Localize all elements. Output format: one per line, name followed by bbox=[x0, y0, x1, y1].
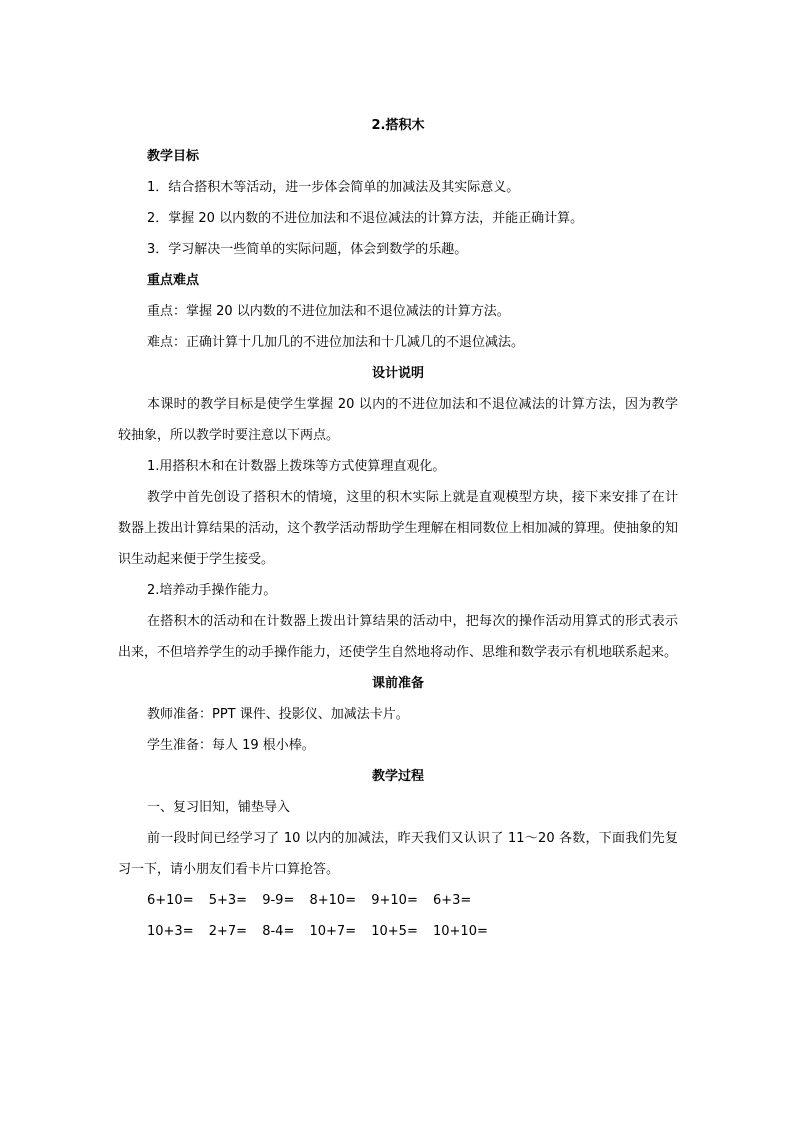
card: 6+3= bbox=[433, 893, 472, 908]
prep-heading: 课前准备 bbox=[371, 676, 424, 691]
card: 10+7= bbox=[309, 924, 357, 939]
card: 8+10= bbox=[309, 893, 357, 908]
design-point1-title: 1.用搭积木和在计数器上拨珠等方式使算理直观化。 bbox=[147, 459, 446, 474]
process-step1-body: 前一段时间已经学习了 10 以内的加减法，昨天我们又认识了 11～20 各数，下面我们先复习一下，请小朋友们看卡片口算抢答。 bbox=[118, 831, 678, 877]
design-point2-title: 2.培养动手操作能力。 bbox=[147, 583, 277, 598]
keypoints-heading: 重点难点 bbox=[147, 273, 200, 288]
process-step1: 一、复习旧知，铺垫导入 bbox=[147, 800, 291, 815]
process-heading: 教学过程 bbox=[371, 769, 424, 784]
prep-student: 学生准备：每人 19 根小棒。 bbox=[147, 738, 315, 753]
keypoint-item-2: 难点：正确计算十几加几的不进位加法和十几减几的不退位减法。 bbox=[147, 335, 525, 350]
objectives-heading: 教学目标 bbox=[147, 149, 200, 164]
design-heading: 设计说明 bbox=[371, 366, 424, 381]
keypoint-item-1: 重点：掌握 20 以内数的不进位加法和不退位减法的计算方法。 bbox=[147, 304, 510, 319]
card: 10+10= bbox=[433, 924, 488, 939]
design-intro: 本课时的教学目标是使学生掌握 20 以内的不进位加法和不退位减法的计算方法，因为教学较抽象，所以教学时要注意以下两点。 bbox=[118, 397, 678, 443]
card: 10+5= bbox=[371, 924, 418, 939]
card: 8-4= bbox=[262, 924, 295, 939]
card: 9+10= bbox=[371, 893, 418, 908]
design-point1-body: 教学中首先创设了搭积木的情境，这里的积木实际上就是直观模型方块，接下来安排了在计数器上拨出计算结果的活动，这个教学活动帮助学生理解在相同数位上相加减的算理。使抽象的知识生动起来便于学生接受。 bbox=[118, 490, 678, 567]
card: 10+3= bbox=[147, 924, 194, 939]
card-row-1 bbox=[118, 885, 678, 916]
card: 5+3= bbox=[208, 893, 248, 908]
design-point2-body: 在搭积木的活动和在计数器上拨出计算结果的活动中，把每次的操作活动用算式的形式表示出来，不但培养学生的动手操作能力，还使学生自然地将动作、思维和数学表示有机地联系起来。 bbox=[118, 614, 678, 660]
card: 9-9= bbox=[262, 893, 295, 908]
objective-item-1: 1．结合搭积木等活动，进一步体会简单的加减法及其实际意义。 bbox=[147, 180, 520, 195]
objective-item-2: 2．掌握 20 以内数的不进位加法和不退位减法的计算方法，并能正确计算。 bbox=[147, 211, 584, 226]
card-row-2 bbox=[118, 916, 678, 947]
lesson-title: 2.搭积木 bbox=[371, 118, 425, 133]
card: 6+10= bbox=[147, 893, 194, 908]
prep-teacher: 教师准备：PPT 课件、投影仪、加减法卡片。 bbox=[147, 707, 409, 722]
document-content bbox=[118, 110, 678, 947]
card: 2+7= bbox=[208, 924, 248, 939]
objective-item-3: 3．学习解决一些简单的实际问题，体会到数学的乐趣。 bbox=[147, 242, 468, 257]
